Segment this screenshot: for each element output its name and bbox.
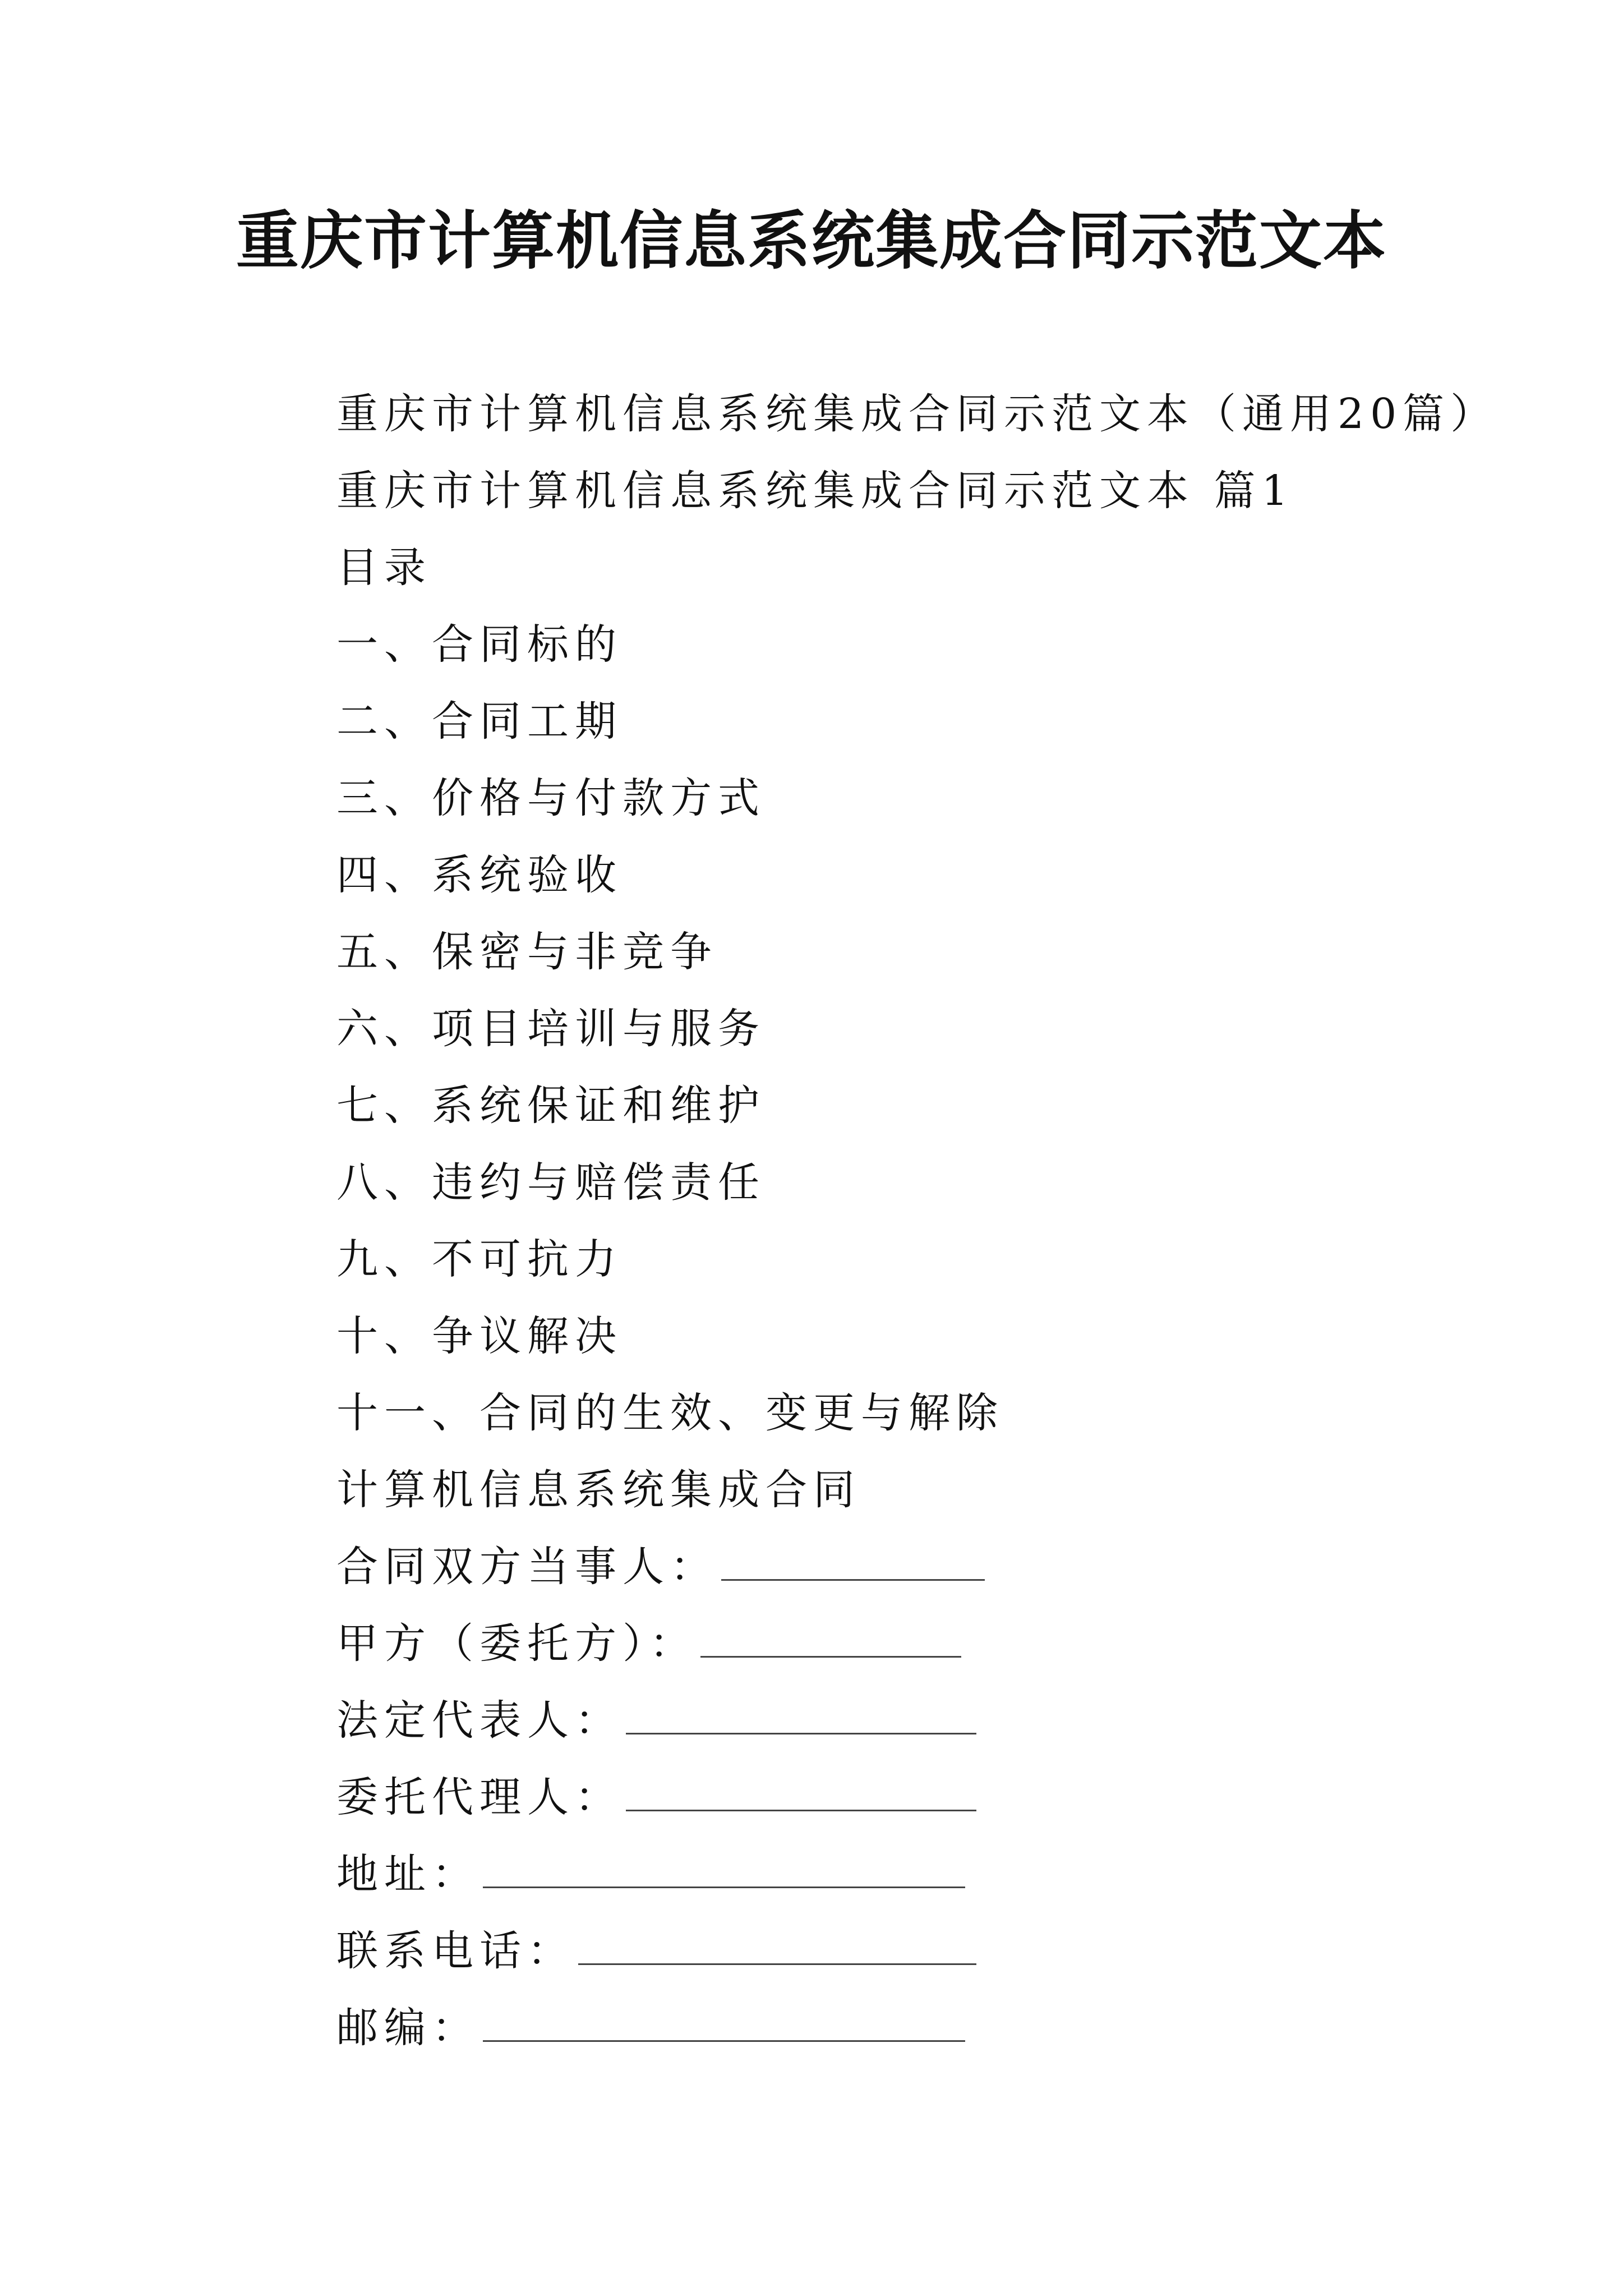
field-party-a (336, 1605, 1514, 1682)
field-label: 委托代理人： (336, 1773, 623, 1821)
field-phone (336, 1913, 1514, 1990)
blank-fill-line (700, 1655, 961, 1658)
section-heading: 重庆市计算机信息系统集成合同示范文本 篇1 (336, 467, 1294, 515)
field-label: 合同双方当事人： (336, 1543, 718, 1591)
field-label: 法定代表人： (336, 1696, 623, 1745)
blank-fill-line (626, 1809, 976, 1811)
toc-item: 十一、合同的生效、变更与解除 (336, 1389, 1004, 1437)
field-label: 地址： (336, 1850, 479, 1898)
toc-item: 三、价格与付款方式 (336, 774, 766, 822)
toc-item: 七、系统保证和维护 (336, 1082, 766, 1130)
toc-item: 四、系统验收 (336, 851, 623, 899)
blank-fill-line (578, 1963, 976, 1965)
blank-fill-line (483, 1886, 965, 1888)
blank-fill-line (626, 1732, 976, 1734)
field-label: 甲方（委托方）： (336, 1619, 697, 1668)
contract-name: 计算机信息系统集成合同 (336, 1466, 861, 1514)
document-title: 重庆市计算机信息系统集成合同示范文本 (236, 204, 1387, 278)
toc-item: 五、保密与非竞争 (336, 928, 718, 976)
field-authorized-agent (336, 1759, 1514, 1836)
field-label: 联系电话： (336, 1927, 575, 1975)
field-legal-representative (336, 1682, 1514, 1759)
toc-item: 九、不可抗力 (336, 1235, 623, 1283)
field-address (336, 1836, 1514, 1913)
field-label: 邮编： (336, 2004, 479, 2052)
toc-item: 六、项目培训与服务 (336, 1005, 766, 1053)
toc-item: 一、合同标的 (336, 620, 623, 669)
toc-item: 八、违约与赔偿责任 (336, 1158, 766, 1207)
field-parties (336, 1529, 1514, 1605)
blank-fill-line (483, 2040, 965, 2042)
blank-fill-line (721, 1579, 985, 1581)
document-body (336, 376, 1514, 2067)
toc-heading: 目录 (336, 544, 432, 592)
field-postcode (336, 1990, 1514, 2067)
toc-item: 二、合同工期 (336, 697, 623, 746)
document-subtitle: 重庆市计算机信息系统集成合同示范文本（通用20篇） (336, 390, 1498, 438)
toc-item: 十、争议解决 (336, 1312, 623, 1360)
